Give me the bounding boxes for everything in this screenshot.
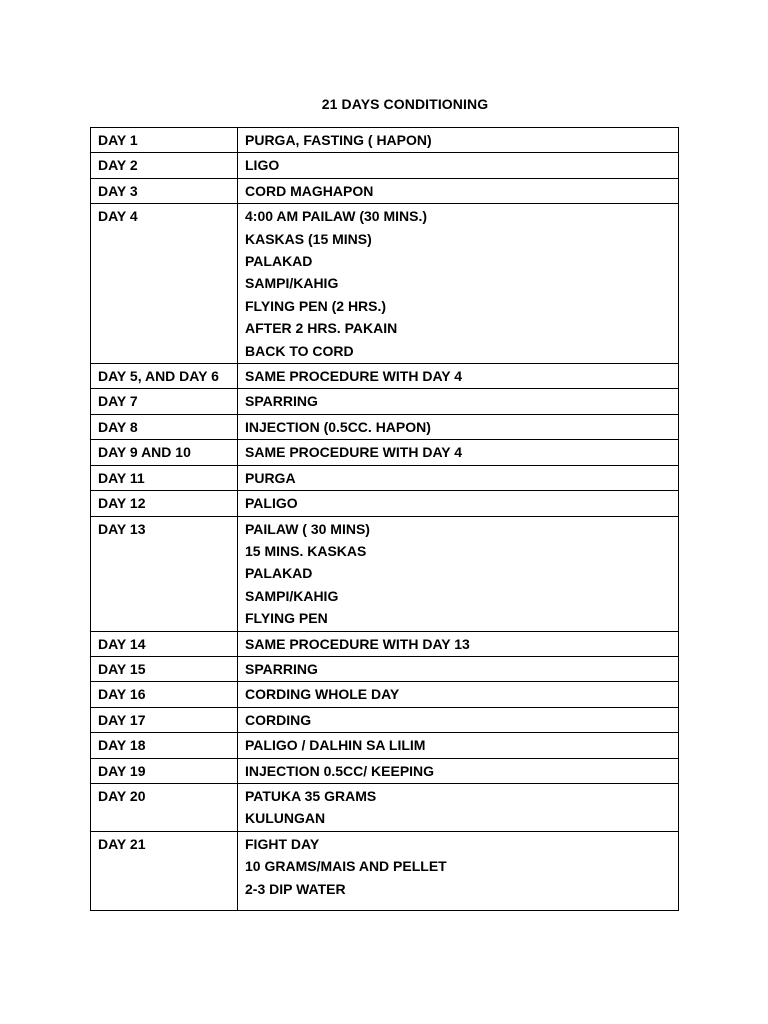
- activity-line: AFTER 2 HRS. PAKAIN: [245, 320, 398, 337]
- day-cell: DAY 20: [91, 783, 238, 831]
- activity-line: PATUKA 35 GRAMS: [245, 787, 377, 804]
- schedule-body: [91, 128, 679, 911]
- activity-cell: [238, 707, 679, 732]
- activity-line: PALAKAD: [245, 253, 313, 270]
- day-cell: DAY 5, AND DAY 6: [91, 364, 238, 389]
- activity-line: FIGHT DAY: [245, 835, 320, 852]
- day-cell: DAY 14: [91, 631, 238, 656]
- day-cell: DAY 17: [91, 707, 238, 732]
- activity-cell: [238, 364, 679, 389]
- day-cell: DAY 12: [91, 491, 238, 516]
- day-cell: DAY 2: [91, 153, 238, 178]
- table-row: [91, 491, 679, 516]
- activity-cell: [238, 831, 679, 910]
- activity-cell: [238, 682, 679, 707]
- activity-line: PURGA, FASTING ( HAPON): [245, 132, 432, 148]
- day-cell: DAY 18: [91, 733, 238, 758]
- table-row: [91, 178, 679, 203]
- table-row: [91, 631, 679, 656]
- activity-line: FLYING PEN (2 HRS.): [245, 297, 387, 314]
- activity-line: SPARRING: [245, 660, 318, 677]
- activity-line: 4:00 AM PAILAW (30 MINS.): [245, 208, 428, 225]
- activity-cell: [238, 491, 679, 516]
- activity-line: CORDING: [245, 711, 312, 728]
- day-cell: DAY 11: [91, 465, 238, 490]
- day-cell: DAY 4: [91, 204, 238, 364]
- day-cell: DAY 21: [91, 831, 238, 910]
- activity-cell: [238, 204, 679, 364]
- activity-cell: [238, 516, 679, 631]
- activity-line: SAME PROCEDURE WITH DAY 4: [245, 444, 463, 461]
- table-row: [91, 204, 679, 364]
- activity-line: 10 GRAMS/MAIS AND PELLET: [245, 858, 447, 875]
- activity-cell: [238, 733, 679, 758]
- activity-line: KASKAS (15 MINS): [245, 230, 372, 247]
- activity-cell: [238, 389, 679, 414]
- table-row: [91, 516, 679, 631]
- table-row: [91, 364, 679, 389]
- activity-cell: [238, 414, 679, 439]
- activity-cell: [238, 758, 679, 783]
- activity-line: INJECTION 0.5CC/ KEEPING: [245, 762, 435, 779]
- day-cell: DAY 8: [91, 414, 238, 439]
- activity-line: SAME PROCEDURE WITH DAY 13: [245, 635, 470, 652]
- day-cell: DAY 15: [91, 656, 238, 681]
- activity-line: INJECTION (0.5CC. HAPON): [245, 418, 431, 435]
- activity-line: SAMPI/KAHIG: [245, 275, 339, 292]
- table-row: [91, 656, 679, 681]
- table-row: [91, 831, 679, 910]
- day-cell: DAY 16: [91, 682, 238, 707]
- table-row: [91, 153, 679, 178]
- conditioning-schedule-table: [90, 127, 679, 911]
- table-row: [91, 440, 679, 465]
- activity-cell: [238, 783, 679, 831]
- day-cell: DAY 3: [91, 178, 238, 203]
- page-title: 21 DAYS CONDITIONING: [321, 96, 489, 112]
- activity-line: 2-3 DIP WATER: [245, 880, 346, 897]
- day-cell: DAY 13: [91, 516, 238, 631]
- activity-line: LIGO: [245, 157, 280, 174]
- activity-cell: [238, 178, 679, 203]
- table-row: [91, 758, 679, 783]
- table-row: [91, 465, 679, 490]
- table-row: [91, 682, 679, 707]
- activity-cell: [238, 631, 679, 656]
- activity-line: SAMPI/KAHIG: [245, 587, 339, 604]
- activity-cell: [238, 440, 679, 465]
- activity-cell: [238, 656, 679, 681]
- day-cell: DAY 9 AND 10: [91, 440, 238, 465]
- day-cell: DAY 1: [91, 128, 238, 153]
- activity-line: KULUNGAN: [245, 810, 326, 827]
- table-row: [91, 128, 679, 153]
- activity-cell: [238, 128, 679, 153]
- table-row: [91, 733, 679, 758]
- activity-line: PALAKAD: [245, 565, 313, 582]
- activity-line: BACK TO CORD: [245, 342, 354, 359]
- activity-line: FLYING PEN: [245, 610, 328, 627]
- activity-line: SPARRING: [245, 393, 318, 410]
- activity-line: 15 MINS. KASKAS: [245, 542, 367, 559]
- activity-line: PALIGO / DALHIN SA LILIM: [245, 737, 426, 754]
- table-row: [91, 389, 679, 414]
- day-cell: DAY 7: [91, 389, 238, 414]
- activity-line: CORD MAGHAPON: [245, 182, 374, 199]
- activity-line: PURGA: [245, 469, 296, 486]
- table-row: [91, 783, 679, 831]
- activity-line: CORDING WHOLE DAY: [245, 686, 400, 703]
- table-row: [91, 707, 679, 732]
- day-cell: DAY 19: [91, 758, 238, 783]
- table-row: [91, 414, 679, 439]
- activity-line: PALIGO: [245, 495, 298, 512]
- activity-cell: [238, 465, 679, 490]
- activity-line: SAME PROCEDURE WITH DAY 4: [245, 368, 463, 385]
- activity-cell: [238, 153, 679, 178]
- activity-line: PAILAW ( 30 MINS): [245, 520, 370, 537]
